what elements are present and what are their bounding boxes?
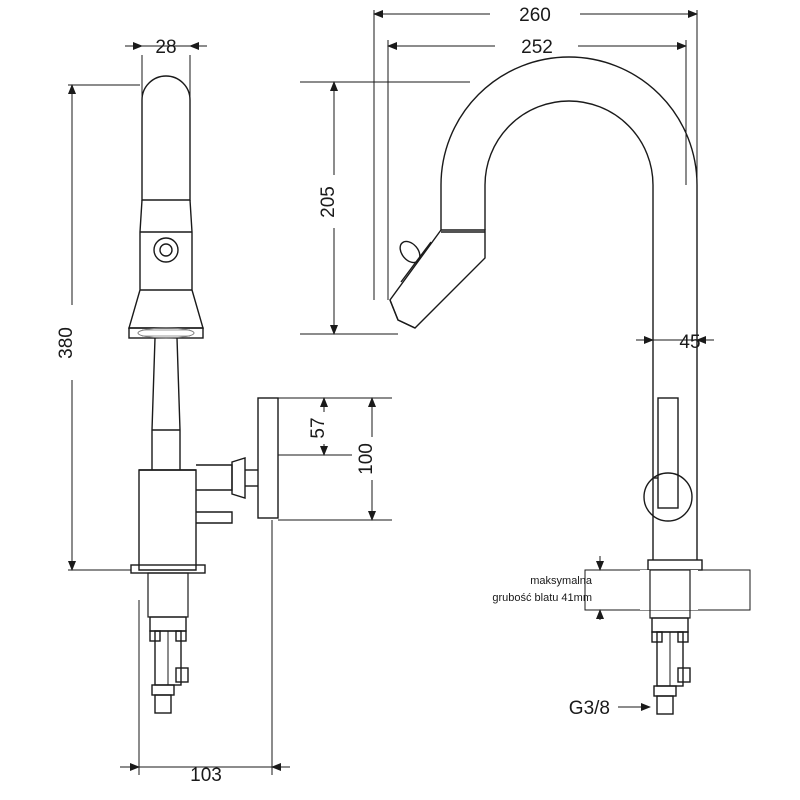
dim-spout-height: 205 — [318, 186, 339, 218]
dim-overall-reach: 260 — [519, 5, 551, 26]
dim-base-spread: 103 — [190, 765, 222, 786]
dim-body-diameter: 45 — [679, 332, 701, 353]
dim-spout-head-width: 28 — [155, 37, 177, 58]
dim-lever-height: 100 — [356, 443, 377, 475]
dim-spout-reach: 252 — [521, 37, 553, 58]
front-view-dimensions — [68, 46, 392, 775]
side-view-faucet — [390, 57, 750, 714]
dim-total-height: 380 — [56, 327, 77, 359]
countertop-note-line2: grubość blatu 41mm — [492, 592, 592, 604]
countertop-note-line1: maksymalna — [530, 575, 592, 587]
thread-callout-label: G3/8 — [568, 698, 610, 719]
front-view-faucet — [129, 76, 278, 713]
dim-lever-rise: 57 — [308, 417, 329, 439]
